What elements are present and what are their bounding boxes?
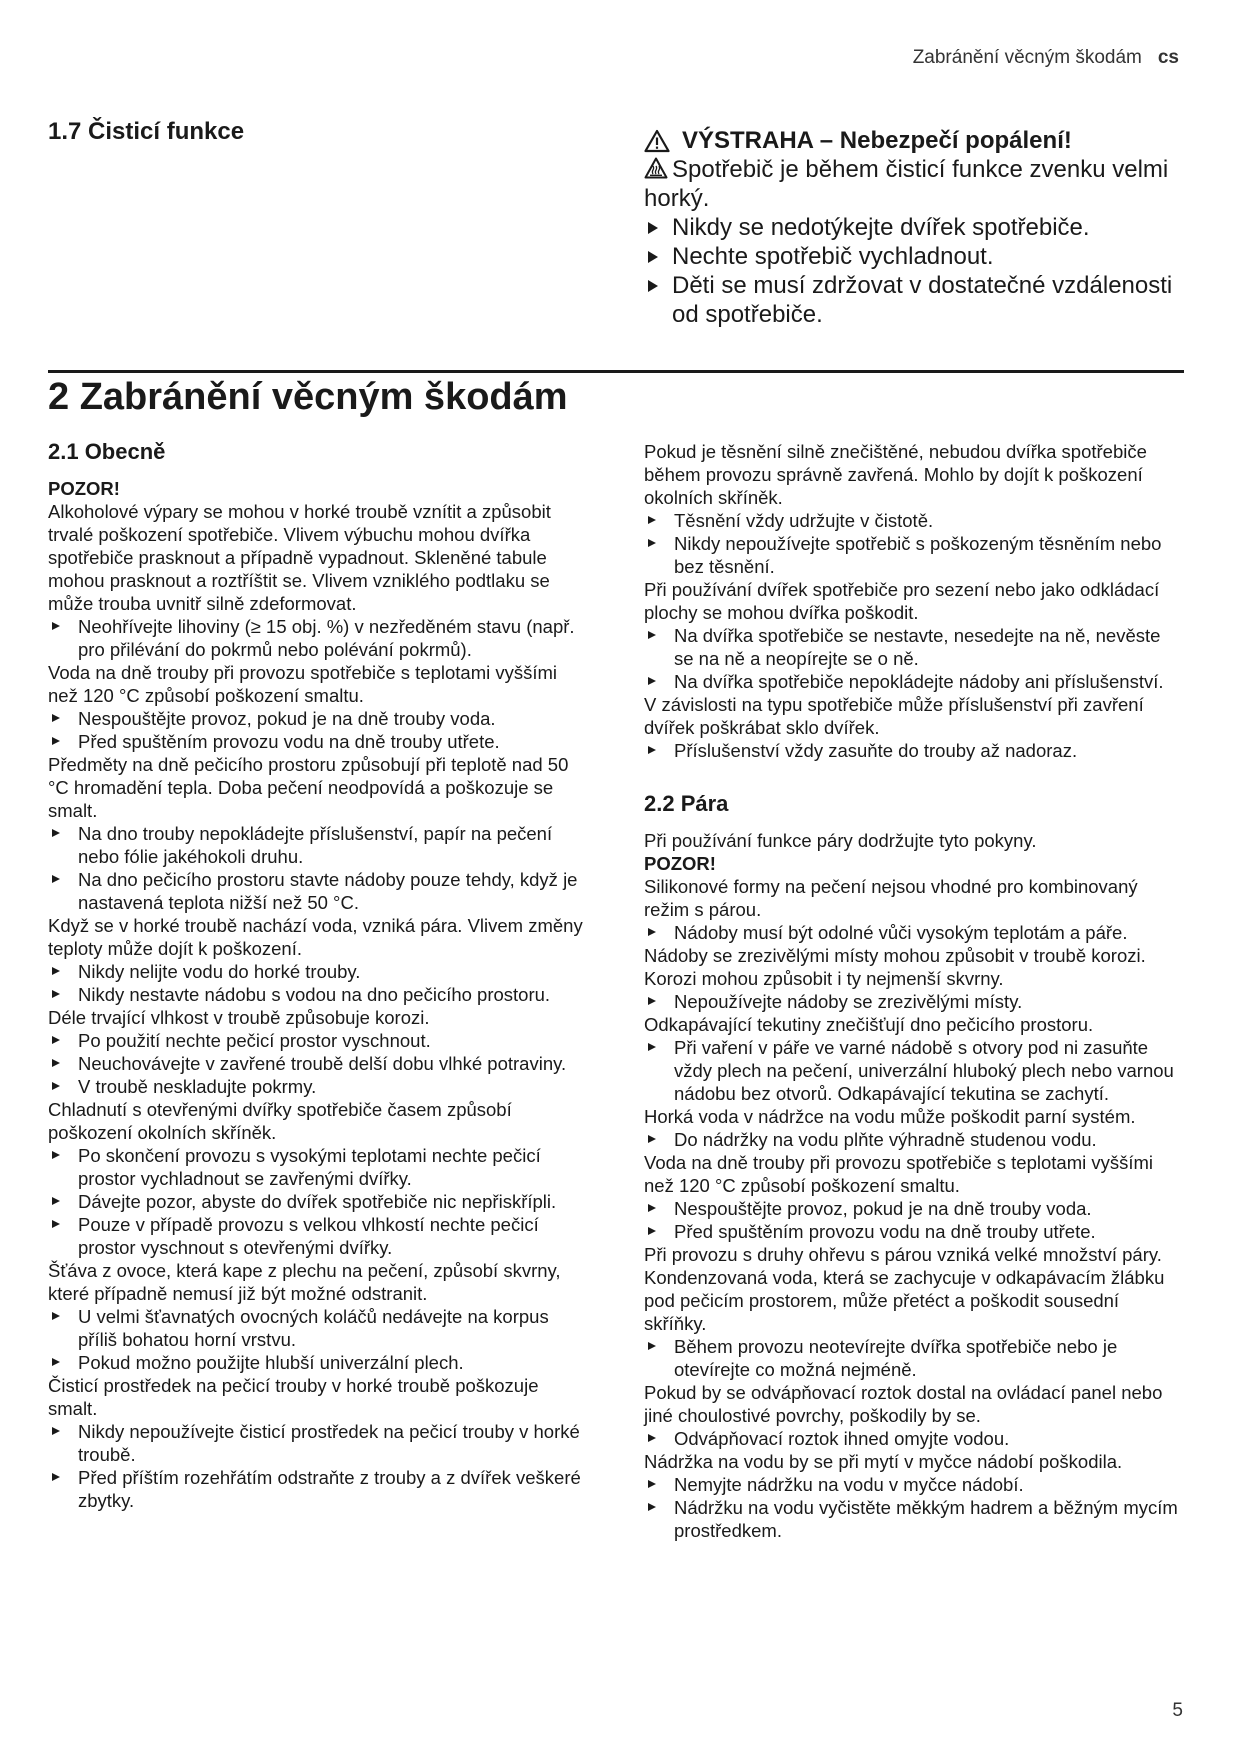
right-column-content-bottom xyxy=(644,829,1184,1542)
paragraph: Při provozu s druhy ohřevu s párou vzniká velké množství páry. Kondenzovaná voda, která se zachycuje v odkapávacím žlábku pod pečicím prostorem, může přetéct a poškodit sousední skříňky. xyxy=(644,1244,1165,1334)
warning-bullet: Děti se musí zdržovat v dostatečné vzdálenosti od spotřebiče. xyxy=(644,271,1189,329)
left-column xyxy=(48,440,588,1512)
bullet-item: Příslušenství vždy zasuňte do trouby až nadoraz. xyxy=(644,739,1184,762)
bullet-item: Nikdy nestavte nádobu s vodou na dno pečicího prostoru. xyxy=(48,983,588,1006)
bullet-item: Nepoužívejte nádoby se zrezivělými místy. xyxy=(644,990,1184,1013)
warning-bullet: Nikdy se nedotýkejte dvířek spotřebiče. xyxy=(644,213,1189,242)
paragraph: Silikonové formy na pečení nejsou vhodné pro kombinovaný režim s párou. xyxy=(644,876,1138,920)
paragraph: V závislosti na typu spotřebiče může příslušenství při zavření dvířek poškrábat sklo dvířek. xyxy=(644,694,1144,738)
bullet-item: Na dno pečicího prostoru stavte nádoby pouze tehdy, když je nastavená teplota nižší než 50 °C. xyxy=(48,868,588,914)
bullet-item: Před spuštěním provozu vodu na dně trouby utřete. xyxy=(644,1220,1184,1243)
paragraph: Voda na dně trouby při provozu spotřebiče s teplotami vyššími než 120 °C způsobí poškození smaltu. xyxy=(48,662,558,706)
bullet-item: Během provozu neotevírejte dvířka spotřebiče nebo je otevírejte co možná nejméně. xyxy=(644,1335,1184,1381)
right-column-content-top xyxy=(644,440,1184,762)
paragraph: Déle trvající vlhkost v troubě způsobuje korozi. xyxy=(48,1007,430,1028)
running-title: Zabránění věcným škodám xyxy=(912,47,1142,68)
bullet-item: Odvápňovací roztok ihned omyjte vodou. xyxy=(644,1427,1184,1450)
bullet-item: Před spuštěním provozu vodu na dně trouby utřete. xyxy=(48,730,588,753)
paragraph: Pokud by se odvápňovací roztok dostal na ovládací panel nebo jiné choulostivé povrchy, poškodily by se. xyxy=(644,1382,1163,1426)
running-header xyxy=(913,47,1179,69)
paragraph: Odkapávající tekutiny znečišťují dno pečicího prostoru. xyxy=(644,1014,1094,1035)
page-number: 5 xyxy=(1172,1700,1183,1721)
warning-title-row xyxy=(644,126,1189,155)
bullet-item: Nespouštějte provoz, pokud je na dně trouby voda. xyxy=(48,707,588,730)
bullet-item: Při vaření v páře ve varné nádobě s otvory pod ni zasuňte vždy plech na pečení, univerzální hluboký plech nebo varnou nádobu bez otvorů. Odkapávající tekutina se zachytí. xyxy=(644,1036,1184,1105)
bullet-item: V troubě neskladujte pokrmy. xyxy=(48,1075,588,1098)
paragraph: Při používání dvířek spotřebiče pro sezení nebo jako odkládací plochy se mohou dvířka poškodit. xyxy=(644,579,1160,623)
bullet-item: Do nádržky na vodu plňte výhradně studenou vodu. xyxy=(644,1128,1184,1151)
bullet-item: Nádržku na vodu vyčistěte měkkým hadrem a běžným mycím prostředkem. xyxy=(644,1496,1184,1542)
bullet-item: Neuchovávejte v zavřené troubě delší dobu vlhké potraviny. xyxy=(48,1052,588,1075)
bullet-item: Na dno trouby nepokládejte příslušenství, papír na pečení nebo fólie jakéhokoli druhu. xyxy=(48,822,588,868)
bullet-item: Dávejte pozor, abyste do dvířek spotřebiče nic nepřiskřípli. xyxy=(48,1190,588,1213)
bullet-item: Pouze v případě provozu s velkou vlhkostí nechte pečicí prostor vyschnout s otevřenými dvířky. xyxy=(48,1213,588,1259)
bullet-item: Nikdy nepoužívejte čisticí prostředek na pečicí trouby v horké troubě. xyxy=(48,1420,588,1466)
bullet-item: Pokud možno použijte hlubší univerzální plech. xyxy=(48,1351,588,1374)
bullet-item: Nikdy nelijte vodu do horké trouby. xyxy=(48,960,588,983)
language-code: cs xyxy=(1157,47,1179,68)
bullet-item: Na dvířka spotřebiče se nestavte, nesedejte na ně, nevěste se na ně a neopírejte se o ně. xyxy=(644,624,1184,670)
left-column-content xyxy=(48,477,588,1512)
bullet-item: Nespouštějte provoz, pokud je na dně trouby voda. xyxy=(644,1197,1184,1220)
warning-text-row xyxy=(644,155,1189,213)
warning-text: Spotřebič je během čisticí funkce zvenku velmi horký. xyxy=(644,156,1169,212)
paragraph: Alkoholové výpary se mohou v horké troubě vznítit a způsobit trvalé poškození spotřebiče. Vlivem výbuchu mohou dvířka spotřebiče prasknout a případně vypadnout. Skleněné tabule mohou prasknout a roztříštit se. Vlivem vzniklého podtlaku se může trouba uvnitř silně zdeformovat. xyxy=(48,501,551,614)
paragraph: Šťáva z ovoce, která kape z plechu na pečení, způsobí skvrny, které případně nemusí již být možné odstranit. xyxy=(48,1260,561,1304)
chapter-divider xyxy=(48,370,1184,373)
warning-bullet: Nechte spotřebič vychladnout. xyxy=(644,242,1189,271)
bullet-item: U velmi šťavnatých ovocných koláčů nedávejte na korpus příliš bohatou horní vrstvu. xyxy=(48,1305,588,1351)
warning-triangle-icon xyxy=(644,129,670,153)
bullet-item: Těsnění vždy udržujte v čistotě. xyxy=(644,509,1184,532)
bullet-item: Před příštím rozehřátím odstraňte z trouby a z dvířek veškeré zbytky. xyxy=(48,1466,588,1512)
bullet-item: Nemyjte nádržku na vodu v myčce nádobí. xyxy=(644,1473,1184,1496)
warning-box xyxy=(644,126,1189,329)
paragraph: Horká voda v nádržce na vodu může poškodit parní systém. xyxy=(644,1106,1136,1127)
bullet-item: Nádoby musí být odolné vůči vysokým teplotám a páře. xyxy=(644,921,1184,944)
bullet-item: Po použití nechte pečicí prostor vyschnout. xyxy=(48,1029,588,1052)
paragraph: Nádržka na vodu by se při mytí v myčce nádobí poškodila. xyxy=(644,1451,1123,1472)
paragraph: Čisticí prostředek na pečicí trouby v horké troubě poškozuje smalt. xyxy=(48,1375,539,1419)
paragraph: Předměty na dně pečicího prostoru způsobují při teplotě nad 50 °C hromadění tepla. Doba pečení neodpovídá a poškozuje se smalt. xyxy=(48,754,569,821)
hot-surface-icon xyxy=(644,157,668,179)
caution-label: POZOR! xyxy=(48,478,120,499)
section-1-7-heading: 1.7 Čisticí funkce xyxy=(48,118,245,145)
section-2-1-heading: 2.1 Obecně xyxy=(48,439,166,464)
bullet-item: Nikdy nepoužívejte spotřebič s poškozeným těsněním nebo bez těsnění. xyxy=(644,532,1184,578)
caution-label: POZOR! xyxy=(644,853,716,874)
paragraph: Když se v horké troubě nachází voda, vzniká pára. Vlivem změny teploty může dojít k poškození. xyxy=(48,915,583,959)
bullet-item: Na dvířka spotřebiče nepokládejte nádoby ani příslušenství. xyxy=(644,670,1184,693)
chapter-heading: 2 Zabránění věcným škodám xyxy=(48,376,568,418)
warning-bullets xyxy=(644,213,1189,329)
paragraph: Nádoby se zrezivělými místy mohou způsobit v troubě korozi. Korozi mohou způsobit i ty nejmenší skvrny. xyxy=(644,945,1146,989)
paragraph: Při používání funkce páry dodržujte tyto pokyny. xyxy=(644,830,1037,851)
paragraph: Pokud je těsnění silně znečištěné, nebudou dvířka spotřebiče během provozu správně zavřená. Mohlo by dojít k poškození okolních skříněk. xyxy=(644,441,1147,508)
warning-title: VÝSTRAHA – Nebezpečí popálení! xyxy=(682,127,1072,154)
bullet-item: Po skončení provozu s vysokými teplotami nechte pečicí prostor vychladnout se zavřenými dvířky. xyxy=(48,1144,588,1190)
paragraph: Voda na dně trouby při provozu spotřebiče s teplotami vyššími než 120 °C způsobí poškození smaltu. xyxy=(644,1152,1154,1196)
right-column xyxy=(644,440,1184,1542)
paragraph: Chladnutí s otevřenými dvířky spotřebiče časem způsobí poškození okolních skříněk. xyxy=(48,1099,512,1143)
section-2-2-heading: 2.2 Pára xyxy=(644,791,729,816)
bullet-item: Neohřívejte lihoviny (≥ 15 obj. %) v nezředěném stavu (např. pro přilévání do pokrmů nebo polévání pokrmů). xyxy=(48,615,588,661)
